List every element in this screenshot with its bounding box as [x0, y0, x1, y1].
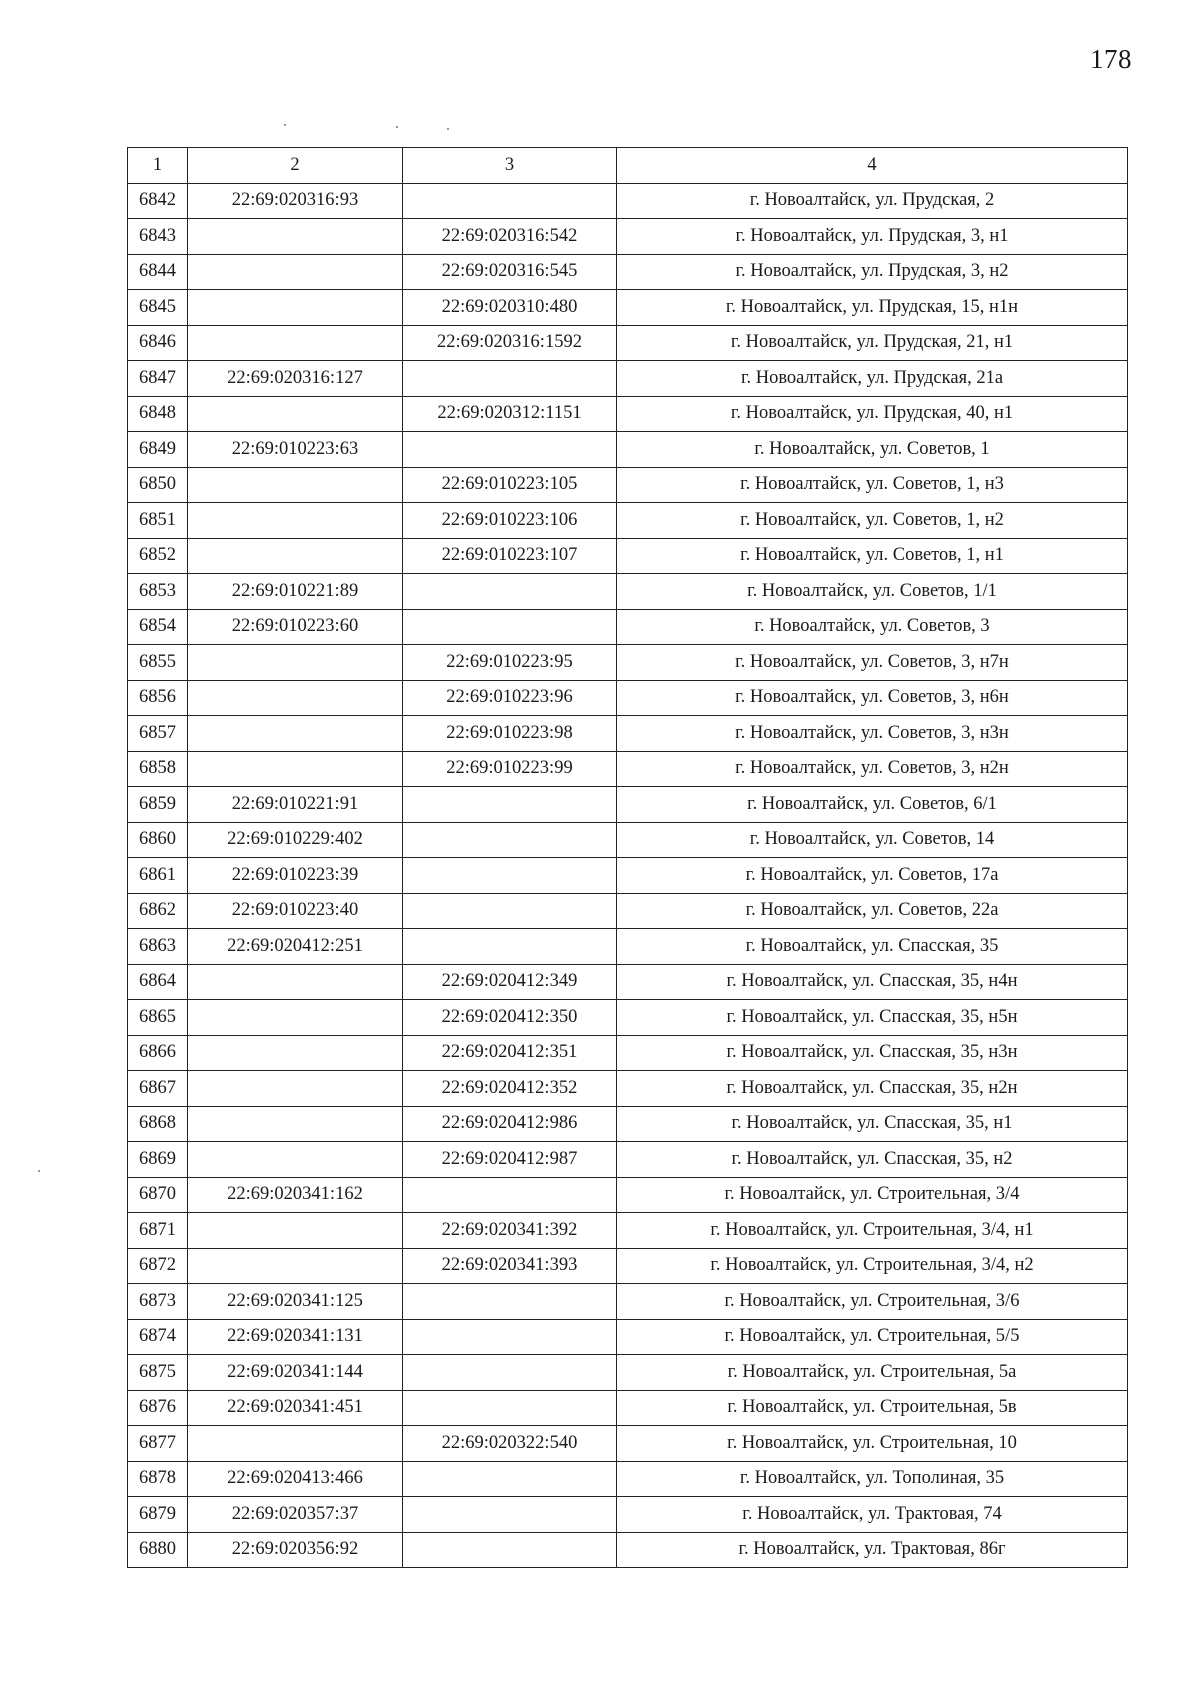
row-number-cell: 6860	[128, 822, 188, 858]
premises-number-cell: 22:69:020310:480	[403, 290, 617, 326]
premises-number-cell: 22:69:010223:96	[403, 680, 617, 716]
address-cell: г. Новоалтайск, ул. Строительная, 5в	[617, 1390, 1128, 1426]
address-cell: г. Новоалтайск, ул. Советов, 17а	[617, 858, 1128, 894]
cadastral-number-cell: 22:69:020341:125	[188, 1284, 403, 1320]
cadastral-number-cell	[188, 751, 403, 787]
premises-number-cell	[403, 1390, 617, 1426]
premises-number-cell: 22:69:010223:95	[403, 645, 617, 681]
scan-artifact	[396, 126, 398, 128]
header-cell-3: 3	[403, 148, 617, 184]
row-number-cell: 6879	[128, 1497, 188, 1533]
cadastral-number-cell: 22:69:020341:144	[188, 1355, 403, 1391]
row-number-cell: 6849	[128, 432, 188, 468]
cadastral-number-cell	[188, 254, 403, 290]
header-row	[128, 148, 1128, 184]
address-cell: г. Новоалтайск, ул. Советов, 1, н2	[617, 503, 1128, 539]
address-cell: г. Новоалтайск, ул. Спасская, 35	[617, 929, 1128, 965]
table-row	[128, 716, 1128, 752]
row-number-cell: 6869	[128, 1142, 188, 1178]
premises-number-cell: 22:69:010223:107	[403, 538, 617, 574]
premises-number-cell	[403, 1319, 617, 1355]
cadastral-number-cell	[188, 1035, 403, 1071]
scan-artifact	[284, 124, 286, 126]
table-row	[128, 219, 1128, 255]
premises-number-cell: 22:69:020316:545	[403, 254, 617, 290]
cadastral-number-cell: 22:69:010221:91	[188, 787, 403, 823]
premises-number-cell	[403, 929, 617, 965]
table-row	[128, 254, 1128, 290]
table-row	[128, 893, 1128, 929]
premises-number-cell: 22:69:020412:350	[403, 1000, 617, 1036]
premises-number-cell: 22:69:020341:392	[403, 1213, 617, 1249]
cadastral-number-cell: 22:69:020357:37	[188, 1497, 403, 1533]
cadastral-number-cell	[188, 1426, 403, 1462]
premises-number-cell: 22:69:010223:105	[403, 467, 617, 503]
table-row	[128, 1106, 1128, 1142]
premises-number-cell: 22:69:020412:349	[403, 964, 617, 1000]
cadastral-number-cell: 22:69:010229:402	[188, 822, 403, 858]
premises-number-cell: 22:69:020312:1151	[403, 396, 617, 432]
row-number-cell: 6864	[128, 964, 188, 1000]
scan-artifact	[447, 128, 449, 130]
address-cell: г. Новоалтайск, ул. Строительная, 3/4, н1	[617, 1213, 1128, 1249]
address-cell: г. Новоалтайск, ул. Советов, 6/1	[617, 787, 1128, 823]
address-cell: г. Новоалтайск, ул. Строительная, 3/4	[617, 1177, 1128, 1213]
row-number-cell: 6877	[128, 1426, 188, 1462]
table-row	[128, 1284, 1128, 1320]
cadastral-number-cell	[188, 290, 403, 326]
row-number-cell: 6868	[128, 1106, 188, 1142]
table-row	[128, 1532, 1128, 1568]
table-row	[128, 325, 1128, 361]
table-row	[128, 290, 1128, 326]
premises-number-cell: 22:69:010223:98	[403, 716, 617, 752]
table-row	[128, 1248, 1128, 1284]
premises-number-cell	[403, 822, 617, 858]
row-number-cell: 6848	[128, 396, 188, 432]
table-row	[128, 1497, 1128, 1533]
address-cell: г. Новоалтайск, ул. Спасская, 35, н1	[617, 1106, 1128, 1142]
table-row	[128, 1390, 1128, 1426]
row-number-cell: 6846	[128, 325, 188, 361]
table-row	[128, 396, 1128, 432]
cadastral-number-cell: 22:69:010223:40	[188, 893, 403, 929]
address-cell: г. Новоалтайск, ул. Тополиная, 35	[617, 1461, 1128, 1497]
cadastral-number-cell	[188, 680, 403, 716]
table-row	[128, 1142, 1128, 1178]
address-cell: г. Новоалтайск, ул. Прудская, 40, н1	[617, 396, 1128, 432]
cadastral-number-cell: 22:69:020341:451	[188, 1390, 403, 1426]
premises-number-cell	[403, 361, 617, 397]
table-row	[128, 361, 1128, 397]
row-number-cell: 6857	[128, 716, 188, 752]
row-number-cell: 6862	[128, 893, 188, 929]
premises-number-cell	[403, 1355, 617, 1391]
premises-number-cell: 22:69:020412:986	[403, 1106, 617, 1142]
row-number-cell: 6875	[128, 1355, 188, 1391]
premises-number-cell	[403, 858, 617, 894]
address-cell: г. Новоалтайск, ул. Советов, 1, н3	[617, 467, 1128, 503]
address-cell: г. Новоалтайск, ул. Строительная, 3/6	[617, 1284, 1128, 1320]
table-row	[128, 1426, 1128, 1462]
cadastral-number-cell: 22:69:010221:89	[188, 574, 403, 610]
cadastral-number-cell	[188, 1000, 403, 1036]
cadastral-number-cell	[188, 964, 403, 1000]
premises-number-cell	[403, 1497, 617, 1533]
table-row	[128, 467, 1128, 503]
cadastral-number-cell	[188, 645, 403, 681]
address-cell: г. Новоалтайск, ул. Строительная, 3/4, н2	[617, 1248, 1128, 1284]
table-row	[128, 645, 1128, 681]
address-cell: г. Новоалтайск, ул. Трактовая, 86г	[617, 1532, 1128, 1568]
premises-number-cell	[403, 893, 617, 929]
table-row	[128, 1071, 1128, 1107]
row-number-cell: 6871	[128, 1213, 188, 1249]
row-number-cell: 6867	[128, 1071, 188, 1107]
address-cell: г. Новоалтайск, ул. Прудская, 2	[617, 183, 1128, 219]
premises-number-cell: 22:69:020316:542	[403, 219, 617, 255]
address-cell: г. Новоалтайск, ул. Спасская, 35, н2н	[617, 1071, 1128, 1107]
table-row	[128, 1461, 1128, 1497]
address-cell: г. Новоалтайск, ул. Советов, 3, н3н	[617, 716, 1128, 752]
address-cell: г. Новоалтайск, ул. Советов, 1/1	[617, 574, 1128, 610]
address-cell: г. Новоалтайск, ул. Советов, 3, н2н	[617, 751, 1128, 787]
address-cell: г. Новоалтайск, ул. Строительная, 5/5	[617, 1319, 1128, 1355]
premises-number-cell	[403, 183, 617, 219]
header-cell-1: 1	[128, 148, 188, 184]
cadastral-number-cell	[188, 716, 403, 752]
row-number-cell: 6844	[128, 254, 188, 290]
row-number-cell: 6872	[128, 1248, 188, 1284]
table-row	[128, 787, 1128, 823]
table-row	[128, 609, 1128, 645]
page-number: 178	[1090, 44, 1132, 74]
cadastral-number-cell: 22:69:020316:127	[188, 361, 403, 397]
cadastral-number-cell	[188, 1106, 403, 1142]
table-row	[128, 574, 1128, 610]
cadastral-number-cell: 22:69:020412:251	[188, 929, 403, 965]
table-row	[128, 503, 1128, 539]
cadastral-number-cell	[188, 325, 403, 361]
cadastral-number-cell: 22:69:020316:93	[188, 183, 403, 219]
cadastral-number-cell	[188, 1248, 403, 1284]
address-cell: г. Новоалтайск, ул. Прудская, 3, н2	[617, 254, 1128, 290]
scan-artifact	[38, 1170, 40, 1172]
cadastral-number-cell: 22:69:010223:63	[188, 432, 403, 468]
cadastral-number-cell: 22:69:010223:39	[188, 858, 403, 894]
address-cell: г. Новоалтайск, ул. Спасская, 35, н4н	[617, 964, 1128, 1000]
cadastral-number-cell: 22:69:020341:131	[188, 1319, 403, 1355]
row-number-cell: 6843	[128, 219, 188, 255]
table-row	[128, 538, 1128, 574]
premises-number-cell: 22:69:020412:987	[403, 1142, 617, 1178]
table-row	[128, 680, 1128, 716]
cadastral-number-cell: 22:69:020356:92	[188, 1532, 403, 1568]
address-cell: г. Новоалтайск, ул. Советов, 3, н7н	[617, 645, 1128, 681]
premises-number-cell: 22:69:020322:540	[403, 1426, 617, 1462]
row-number-cell: 6855	[128, 645, 188, 681]
table-row	[128, 183, 1128, 219]
table-row	[128, 1177, 1128, 1213]
premises-number-cell: 22:69:010223:99	[403, 751, 617, 787]
address-cell: г. Новоалтайск, ул. Советов, 3, н6н	[617, 680, 1128, 716]
cadastral-number-cell	[188, 538, 403, 574]
row-number-cell: 6853	[128, 574, 188, 610]
cadastral-number-cell	[188, 219, 403, 255]
premises-number-cell	[403, 1461, 617, 1497]
address-cell: г. Новоалтайск, ул. Спасская, 35, н3н	[617, 1035, 1128, 1071]
premises-number-cell	[403, 609, 617, 645]
address-cell: г. Новоалтайск, ул. Советов, 22а	[617, 893, 1128, 929]
address-cell: г. Новоалтайск, ул. Спасская, 35, н5н	[617, 1000, 1128, 1036]
premises-number-cell: 22:69:020412:351	[403, 1035, 617, 1071]
row-number-cell: 6858	[128, 751, 188, 787]
cadastral-number-cell	[188, 1071, 403, 1107]
table-row	[128, 1035, 1128, 1071]
address-cell: г. Новоалтайск, ул. Прудская, 15, н1н	[617, 290, 1128, 326]
premises-number-cell	[403, 787, 617, 823]
premises-number-cell	[403, 574, 617, 610]
row-number-cell: 6845	[128, 290, 188, 326]
address-cell: г. Новоалтайск, ул. Строительная, 10	[617, 1426, 1128, 1462]
cadastral-number-cell: 22:69:020413:466	[188, 1461, 403, 1497]
row-number-cell: 6880	[128, 1532, 188, 1568]
address-cell: г. Новоалтайск, ул. Трактовая, 74	[617, 1497, 1128, 1533]
address-cell: г. Новоалтайск, ул. Строительная, 5а	[617, 1355, 1128, 1391]
row-number-cell: 6854	[128, 609, 188, 645]
header-cell-2: 2	[188, 148, 403, 184]
premises-number-cell	[403, 432, 617, 468]
premises-number-cell	[403, 1532, 617, 1568]
address-cell: г. Новоалтайск, ул. Спасская, 35, н2	[617, 1142, 1128, 1178]
row-number-cell: 6870	[128, 1177, 188, 1213]
address-cell: г. Новоалтайск, ул. Советов, 1	[617, 432, 1128, 468]
premises-number-cell: 22:69:010223:106	[403, 503, 617, 539]
address-cell: г. Новоалтайск, ул. Советов, 1, н1	[617, 538, 1128, 574]
cadastral-number-cell	[188, 1213, 403, 1249]
table-row	[128, 432, 1128, 468]
row-number-cell: 6861	[128, 858, 188, 894]
cadastral-number-cell: 22:69:020341:162	[188, 1177, 403, 1213]
cadastral-number-cell	[188, 396, 403, 432]
row-number-cell: 6842	[128, 183, 188, 219]
premises-number-cell	[403, 1177, 617, 1213]
row-number-cell: 6878	[128, 1461, 188, 1497]
row-number-cell: 6852	[128, 538, 188, 574]
row-number-cell: 6859	[128, 787, 188, 823]
address-cell: г. Новоалтайск, ул. Прудская, 21а	[617, 361, 1128, 397]
row-number-cell: 6850	[128, 467, 188, 503]
row-number-cell: 6863	[128, 929, 188, 965]
table-body	[128, 183, 1128, 1568]
table-row	[128, 964, 1128, 1000]
address-cell: г. Новоалтайск, ул. Советов, 14	[617, 822, 1128, 858]
cadastral-number-cell	[188, 467, 403, 503]
table-row	[128, 822, 1128, 858]
address-cell: г. Новоалтайск, ул. Прудская, 21, н1	[617, 325, 1128, 361]
address-cell: г. Новоалтайск, ул. Прудская, 3, н1	[617, 219, 1128, 255]
row-number-cell: 6873	[128, 1284, 188, 1320]
table-row	[128, 1000, 1128, 1036]
table-row	[128, 1355, 1128, 1391]
row-number-cell: 6876	[128, 1390, 188, 1426]
row-number-cell: 6874	[128, 1319, 188, 1355]
premises-number-cell	[403, 1284, 617, 1320]
row-number-cell: 6847	[128, 361, 188, 397]
table-row	[128, 1213, 1128, 1249]
premises-number-cell: 22:69:020316:1592	[403, 325, 617, 361]
header-cell-4: 4	[617, 148, 1128, 184]
row-number-cell: 6856	[128, 680, 188, 716]
cadastral-number-cell: 22:69:010223:60	[188, 609, 403, 645]
row-number-cell: 6865	[128, 1000, 188, 1036]
table-header	[128, 148, 1128, 184]
row-number-cell: 6851	[128, 503, 188, 539]
table-row	[128, 1319, 1128, 1355]
cadastral-number-cell	[188, 503, 403, 539]
premises-number-cell: 22:69:020341:393	[403, 1248, 617, 1284]
cadastral-number-cell	[188, 1142, 403, 1178]
table-row	[128, 858, 1128, 894]
table-row	[128, 751, 1128, 787]
table-row	[128, 929, 1128, 965]
row-number-cell: 6866	[128, 1035, 188, 1071]
premises-number-cell: 22:69:020412:352	[403, 1071, 617, 1107]
address-cell: г. Новоалтайск, ул. Советов, 3	[617, 609, 1128, 645]
data-table	[127, 147, 1128, 1568]
